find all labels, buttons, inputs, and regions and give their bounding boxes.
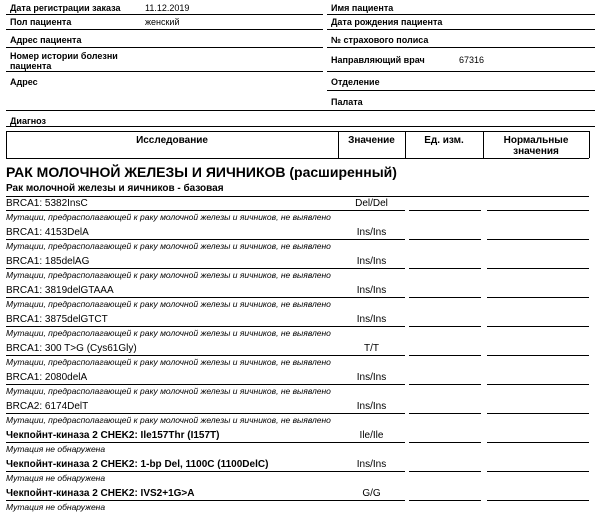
test-value: Ile/Ile xyxy=(359,430,384,441)
test-value: G/G xyxy=(362,488,381,499)
test-note: Мутации, предрасполагающей к раку молочной железы и яичников, не выявлено xyxy=(6,299,331,309)
test-note: Мутации, предрасполагающей к раку молочной железы и яичников, не выявлено xyxy=(6,328,331,338)
order-date-value: 11.12.2019 xyxy=(145,3,190,13)
test-value: Ins/Ins xyxy=(356,314,387,325)
test-note: Мутации, предрасполагающей к раку молочной железы и яичников, не выявлено xyxy=(6,357,331,367)
test-note: Мутации, предрасполагающей к раку молочной железы и яичников, не выявлено xyxy=(6,241,331,251)
test-value: Ins/Ins xyxy=(356,459,387,470)
column-header-unit: Ед. изм. xyxy=(424,135,464,146)
column-header-test: Исследование xyxy=(136,135,208,146)
ward-label: Палата xyxy=(331,97,363,107)
address-label: Адрес пациента xyxy=(10,35,82,45)
insurance-label: № страхового полиса xyxy=(331,35,429,45)
test-name: Чекпойнт-киназа 2 CHEK2: IVS2+1G>A xyxy=(6,488,195,499)
result-row xyxy=(6,226,589,255)
result-row xyxy=(6,371,589,400)
result-row xyxy=(6,458,589,487)
test-value: Ins/Ins xyxy=(356,285,387,296)
test-value: Ins/Ins xyxy=(356,256,387,267)
test-name: BRCA1: 2080delA xyxy=(6,372,88,383)
result-row xyxy=(6,313,589,342)
sex-value: женский xyxy=(145,17,180,27)
test-note: Мутация не обнаружена xyxy=(6,473,106,483)
sex-label: Пол пациента xyxy=(10,17,72,27)
test-value: Ins/Ins xyxy=(356,227,387,238)
test-name: BRCA1: 3819delGTAAA xyxy=(6,285,114,296)
patient-name-label: Имя пациента xyxy=(331,3,394,13)
test-note: Мутация не обнаружена xyxy=(6,444,106,454)
result-row xyxy=(6,284,589,313)
column-header-normal: Нормальные значения xyxy=(503,135,569,157)
birth-date-label: Дата рождения пациента xyxy=(331,17,443,27)
group-title: Рак молочной железы и яичников - базовая xyxy=(6,183,224,194)
test-name: Чекпойнт-киназа 2 CHEK2: 1-bp Del, 1100C (1100DelC) xyxy=(6,459,269,470)
test-value: T/T xyxy=(364,343,379,354)
test-name: BRCA2: 6174DelT xyxy=(6,401,89,412)
result-row xyxy=(6,429,589,458)
department-label: Отделение xyxy=(331,77,380,87)
test-value: Del/Del xyxy=(355,198,388,209)
address2-label: Адрес xyxy=(10,77,38,87)
test-value: Ins/Ins xyxy=(356,372,387,383)
test-name: BRCA1: 3875delGTCT xyxy=(6,314,108,325)
column-header-value: Значение xyxy=(348,135,395,146)
doctor-label: Направляющий врач xyxy=(331,55,425,65)
test-name: BRCA1: 4153DelA xyxy=(6,227,89,238)
section-title: РАК МОЛОЧНОЙ ЖЕЛЕЗЫ И ЯИЧНИКОВ (расширенный) xyxy=(6,164,397,180)
result-row xyxy=(6,342,589,371)
result-row xyxy=(6,400,589,429)
test-value: Ins/Ins xyxy=(356,401,387,412)
test-note: Мутации, предрасполагающей к раку молочной железы и яичников, не выявлено xyxy=(6,270,331,280)
order-date-label: Дата регистрации заказа xyxy=(10,3,121,13)
diagnosis-label: Диагноз xyxy=(10,116,46,126)
test-note: Мутация не обнаружена xyxy=(6,502,106,512)
test-name: Чекпойнт-киназа 2 CHEK2: Ile157Thr (I157T) xyxy=(6,430,220,441)
test-name: BRCA1: 185delAG xyxy=(6,256,90,267)
test-note: Мутации, предрасполагающей к раку молочной железы и яичников, не выявлено xyxy=(6,415,331,425)
test-note: Мутации, предрасполагающей к раку молочной железы и яичников, не выявлено xyxy=(6,386,331,396)
history-label: Номер истории болезни пациента xyxy=(10,51,118,71)
test-name: BRCA1: 5382InsC xyxy=(6,198,88,209)
test-note: Мутации, предрасполагающей к раку молочной железы и яичников, не выявлено xyxy=(6,212,331,222)
result-row xyxy=(6,487,589,516)
result-row xyxy=(6,255,589,284)
test-name: BRCA1: 300 T>G (Cys61Gly) xyxy=(6,343,137,354)
doctor-value: 67316 xyxy=(459,55,485,65)
result-row xyxy=(6,197,589,226)
